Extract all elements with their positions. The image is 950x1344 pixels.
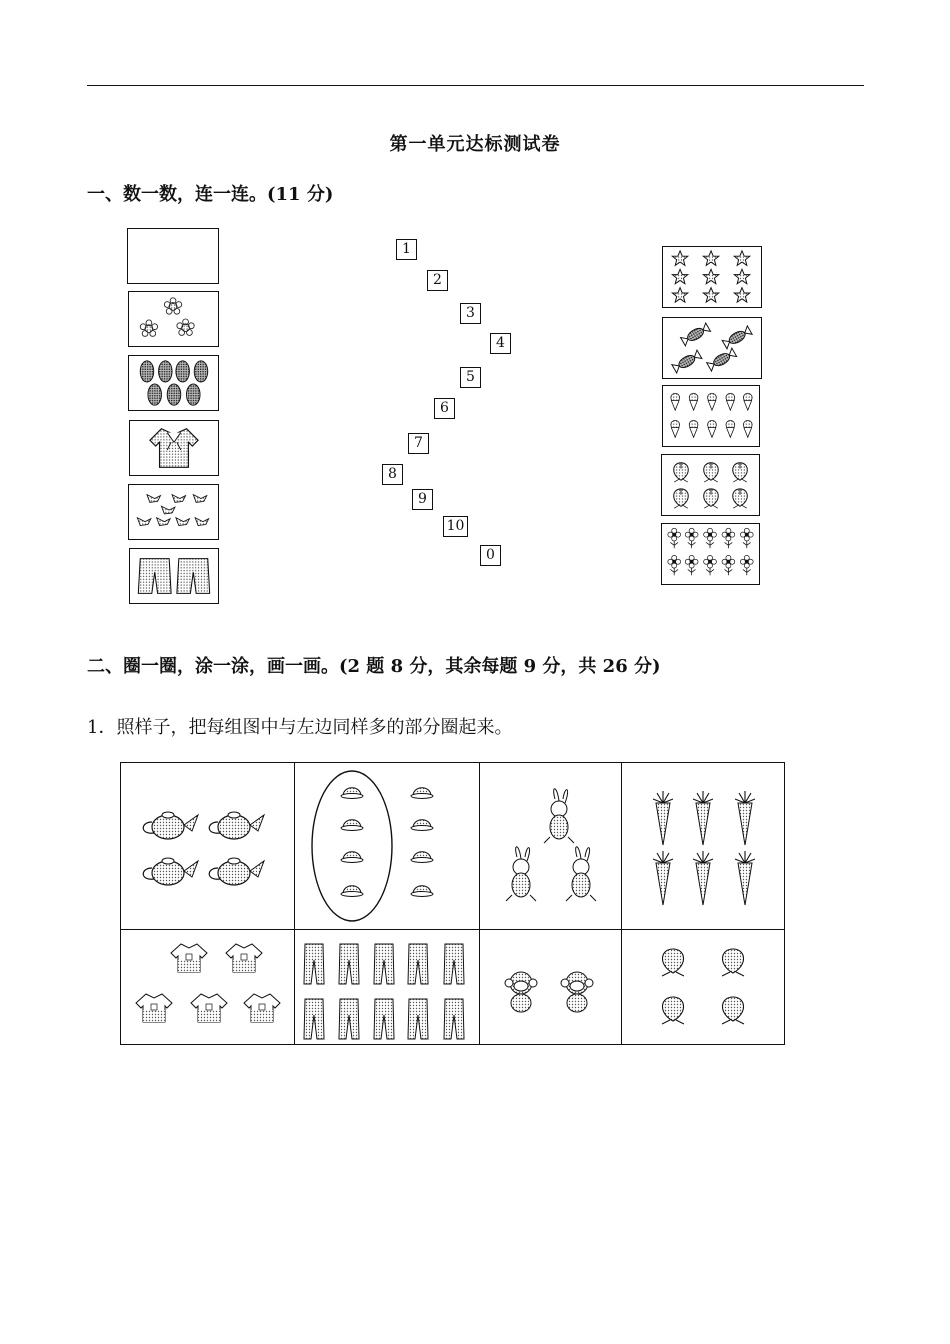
matching-grid [120,762,785,1045]
shirt-icon-group [121,929,294,1046]
hat-icon-group [294,763,479,929]
cell-pants [294,929,479,1046]
left-picture-flowers [128,291,219,347]
star-icon-group [663,247,761,307]
page-title: 第一单元达标测试卷 [389,134,561,155]
right-picture-candies [662,317,762,379]
number-box-4: 4 [490,333,511,354]
flower-icon-group [129,292,218,346]
question1-instruction: 1．照样子，把每组图中与左边同样多的部分圈起来。 [87,717,513,738]
bird-icon-group [129,485,218,539]
section1-heading: 一、数一数，连一连。(11 分) [87,184,334,205]
monkey-icon-group [479,929,621,1046]
number-box-0: 0 [480,545,501,566]
section2-heading: 二、圈一圈，涂一涂，画一画。(2 题 8 分，其余每题 9 分，共 26 分) [87,656,661,677]
number-box-1: 1 [396,239,417,260]
right-picture-peaches [661,454,760,516]
left-picture-birds [128,484,219,540]
pants-icon-group [294,929,479,1046]
teapot-icon-group [121,763,294,929]
flower-plant-icon-group [662,524,759,584]
number-box-6: 6 [434,398,455,419]
number-box-7: 7 [408,433,429,454]
header-rule [87,85,864,86]
number-box-5: 5 [460,367,481,388]
left-picture-shirt [129,420,219,476]
cell-peaches [621,929,786,1046]
number-box-8: 8 [382,464,403,485]
shorts-icon-group [130,549,218,603]
cell-monkeys [479,929,621,1046]
cell-shirts [121,929,294,1046]
cell-teapots [121,763,294,929]
cell-hats [294,763,479,929]
leaf-icon-group [129,356,218,410]
left-picture-empty [127,228,219,284]
number-box-2: 2 [427,270,448,291]
rabbit-icon-group [479,763,621,929]
peach-icon-group [621,929,786,1046]
right-picture-stars [662,246,762,308]
candy-icon-group [663,318,761,378]
number-box-10: 10 [443,516,468,537]
cell-rabbits [479,763,621,929]
number-box-3: 3 [460,303,481,324]
number-box-9: 9 [412,489,433,510]
shirt-icon [130,421,218,475]
carrot-icon-group [621,763,786,929]
cell-carrots [621,763,786,929]
peach-icon-group [662,455,759,515]
ice-cream-icon-group [663,386,759,446]
right-picture-ice-creams [662,385,760,447]
right-picture-flower-plants [661,523,760,585]
left-picture-leaves [128,355,219,411]
left-picture-shorts [129,548,219,604]
